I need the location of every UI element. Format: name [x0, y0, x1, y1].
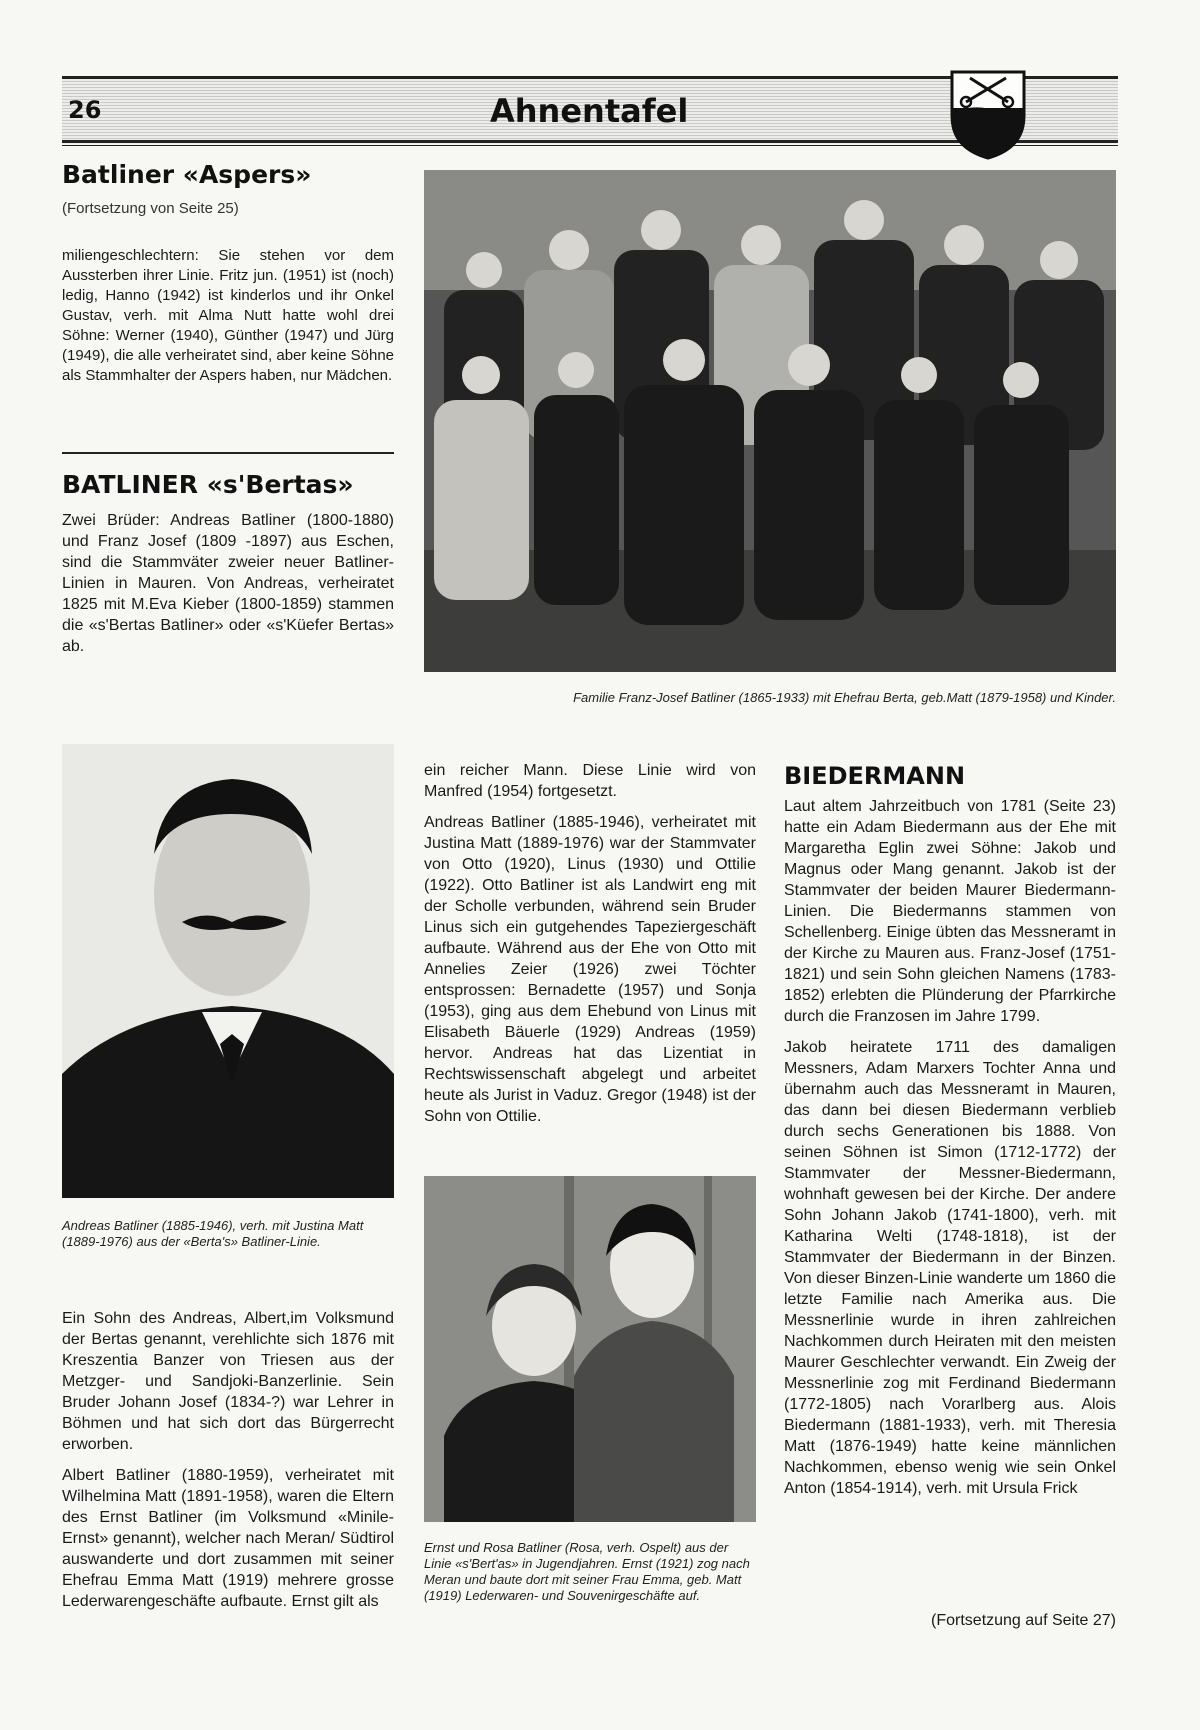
coat-of-arms-icon [948, 68, 1028, 160]
section-heading-bertas: BATLINER «s'Bertas» [62, 470, 354, 499]
section-heading-biedermann: BIEDERMANN [784, 762, 966, 790]
paragraph: Andreas Batliner (1885-1946), verheiratet mit Justina Matt (1889-1976) war der Stammvater von Otto (1920), Linus (1930) und Ottilie (1922). Otto Batliner ist als Landwirt eng mit der Scholle verbunden, während sein Bruder Linus sich ein gutgehendes Tapeziergeschäft aufbaute. Während aus der Ehe von Otto mit Annelies Zeier (1926) zwei Töchter entsprossen: Bernadette (1957) und Sonja (1953), ging aus dem Ehebund von Linus mit Elisabeth Bäuerle (1929) Andreas (1959) hervor. Andreas hat das Lizentiat in Rechtswissenschaft abgelegt und arbeitet heute als Jurist in Vaduz. Gregor (1948) ist der Sohn von Ottilie. [424, 814, 756, 1125]
page-title: Ahnentafel [490, 92, 689, 130]
left-bottom-text [62, 1308, 394, 1622]
portrait-caption: Andreas Batliner (1885-1946), verh. mit Justina Matt (1889-1976) aus der «Berta's» Batliner-Linie. [62, 1218, 364, 1249]
family-photo-caption: Familie Franz-Josef Batliner (1865-1933) mit Ehefrau Berta, geb.Matt (1879-1958) und Kinder. [573, 690, 1116, 705]
paragraph: Jakob heiratete 1711 des damaligen Messners, Adam Marxers Tochter Anna und übernahm auch das Messneramt in Mauren, das dann bei diesen Biedermann verblieb durch sechs Generationen bis 1888. Von seinen Söhnen ist Simon (1712-1772) der Stammvater der Messner-Biedermann, wohnhaft gewesen bei der Kirche. Der andere Sohn Johann Jakob (1741-1800), verh. mit Katharina Welti (1748-1818), ist der Stammvater der Biedermann in der Binzen. Von dieser Binzen-Linie wanderte um 1860 die letzte Familie nach Amerika aus. Die Messnerlinie wurde in ihren zahlreichen Nachkommen durch Heiraten mit den meisten Maurer Geschlechter verwandt. Ein Zweig der Messnerlinie zog mit Ferdinand Biedermann (1772-1805) nach Vorarlberg aus. Alois Biedermann (1881-1933), verh. mit Theresia Matt (1876-1949) hatte keine männlichen Nachkommen, ebenso wenig wie sein Onkel Anton (1854-1914), verh. mit Ursula Frick [784, 1039, 1116, 1497]
page-number: 26 [68, 96, 102, 124]
children-figures [424, 1176, 756, 1522]
continuation-note: (Fortsetzung auf Seite 27) [931, 1612, 1116, 1629]
paragraph: Albert Batliner (1880-1959), verheiratet mit Wilhelmina Matt (1891-1958), waren die Eltern des Ernst Batliner (im Volksmund «Minile-Ernst» genannt), welcher nach Meran/ Südtirol auswanderte und dort zusammen mit seiner Ehefrau Emma Matt (1919) mehrere grosse Lederwarengeschäfte aufbaute. Ernst gilt als [62, 1467, 394, 1610]
paragraph: Ein Sohn des Andreas, Albert,im Volksmund der Bertas genannt, verehlichte sich 1876 mit Kreszentia Banzer von Triesen aus der Metzger- und Sandjoki-Banzerlinie. Sein Bruder Johann Josef (1834-?) war Lehrer in Böhmen und hat sich dort das Bürgerrecht erworben. [62, 1310, 394, 1453]
paragraph: Zwei Brüder: Andreas Batliner (1800-1880) und Franz Josef (1809 -1897) aus Eschen, sind die Stammväter zweier neuer Batliner-Linien in Mauren. Von Andreas, verheiratet 1825 mit M.Eva Kieber (1800-1859) stammen die «s'Bertas Batliner» oder «s'Küefer Bertas» ab. [62, 512, 394, 655]
bertas-paragraph [62, 510, 394, 667]
portrait-figure [62, 744, 394, 1198]
family-photo-figures [424, 170, 1116, 672]
children-photo [424, 1176, 756, 1522]
aspers-paragraph [62, 246, 394, 396]
paragraph: ein reicher Mann. Diese Linie wird von Manfred (1954) fortgesetzt. [424, 762, 756, 800]
section-heading-aspers: Batliner «Aspers» [62, 160, 312, 189]
paragraph: miliengeschlechtern: Sie stehen vor dem Aussterben ihrer Linie. Fritz jun. (1951) ist (noch) ledig, Hanno (1942) ist kinderlos und ihr Onkel Gustav, verh. mit Alma Nutt hatte wohl drei Söhne: Werner (1940), Günther (1947) und Jürg (1949), die alle verheiratet sind, aber keine Söhne als Stammhalter der Aspers haben, nur Mädchen. [62, 247, 394, 384]
continuation-note: (Fortsetzung von Seite 25) [62, 200, 239, 217]
paragraph: Laut altem Jahrzeitbuch von 1781 (Seite 23) hatte ein Adam Biedermann aus der Ehe mit Margaretha Eglin zwei Söhne: Jakob und Magnus oder Mang genannt. Jakob ist der Stammvater der beiden Maurer Biedermann-Linien. Die Biedermanns stammen von Schellenberg. Einige übten das Messneramt in der Kirche zu Mauren aus. Franz-Josef (1751-1821) und sein Sohn gleichen Namens (1783-1852) erlebten die Plünderung der Pfarrkirche durch die Franzosen im Jahre 1799. [784, 798, 1116, 1025]
family-photo [424, 170, 1116, 672]
children-photo-caption: Ernst und Rosa Batliner (Rosa, verh. Ospelt) aus der Linie «s'Bert'as» in Jugendjahren. Ernst (1921) zog nach Meran und baute dort mit seiner Frau Emma, geb. Matt (1919) Lederwaren- und Souvenirgeschäfte auf. [424, 1540, 750, 1603]
portrait-photo [62, 744, 394, 1198]
middle-text [424, 760, 756, 1137]
biedermann-text [784, 796, 1116, 1509]
section-divider [62, 452, 394, 454]
